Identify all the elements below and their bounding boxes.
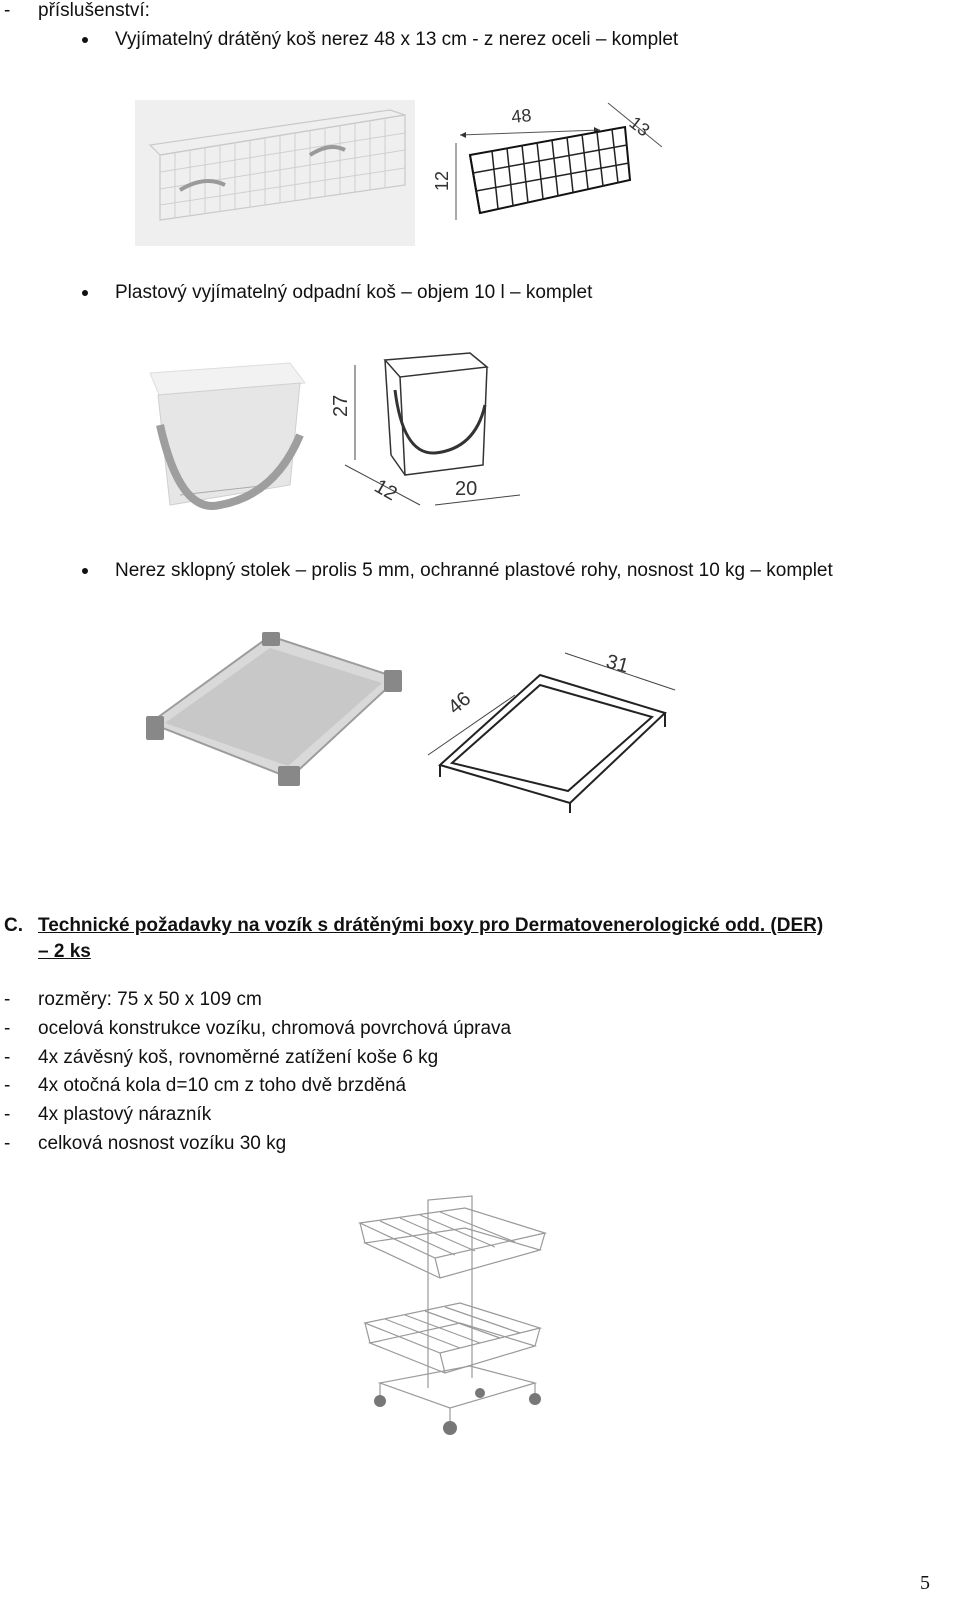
table-length-label: 46: [444, 687, 476, 719]
section-title: Technické požadavky na vozík s drátěnými boxy pro Dermatovenerologické odd. (DER): [38, 915, 824, 936]
accessories-header: příslušenství:: [38, 0, 150, 21]
bin-depth-label: 12: [370, 475, 401, 506]
list-dash: -: [4, 1133, 11, 1154]
spec-item: ocelová konstrukce vozíku, chromová povrchová úprava: [38, 1018, 512, 1039]
bullet: [82, 290, 88, 296]
section-title-qty: – 2 ks: [38, 941, 91, 962]
wire-basket-drawing: [432, 95, 680, 245]
folding-table-drawing: [420, 635, 685, 820]
spec-item: rozměry: 75 x 50 x 109 cm: [38, 989, 262, 1010]
bin-height-label: 27: [330, 394, 352, 417]
spec-item: celková nosnost vozíku 30 kg: [38, 1133, 287, 1154]
list-dash: -: [4, 1018, 11, 1039]
page-number: 5: [920, 1572, 930, 1594]
basket-depth-label: 13: [625, 112, 654, 141]
list-dash: -: [4, 989, 11, 1010]
bullet: [82, 568, 88, 574]
accessory-item-waste-bin: Plastový vyjímatelný odpadní koš – objem 10 l – komplet: [115, 282, 593, 303]
basket-length-label: 48: [510, 104, 533, 127]
list-dash: -: [4, 1075, 11, 1096]
spec-item: 4x plastový nárazník: [38, 1104, 212, 1125]
table-width-label: 31: [603, 650, 631, 678]
list-dash: -: [4, 1047, 11, 1068]
wire-trolley-photo: [340, 1188, 560, 1443]
folding-table-photo: [140, 628, 405, 788]
wire-basket-photo: [135, 100, 415, 246]
list-dash: -: [4, 1104, 11, 1125]
waste-bin-photo: [140, 335, 310, 525]
basket-height-label: 12: [432, 170, 452, 191]
accessory-item-folding-table: Nerez sklopný stolek – prolis 5 mm, ochranné plastové rohy, nosnost 10 kg – komplet: [115, 560, 833, 581]
bin-width-label: 20: [455, 478, 478, 500]
waste-bin-drawing: [325, 345, 545, 525]
spec-item: 4x otočná kola d=10 cm z toho dvě brzděná: [38, 1075, 407, 1096]
list-dash: -: [4, 0, 11, 21]
accessory-item-basket: Vyjímatelný drátěný koš nerez 48 x 13 cm - z nerez oceli – komplet: [115, 29, 679, 50]
section-label: C.: [4, 915, 23, 936]
spec-item: 4x závěsný koš, rovnoměrné zatížení koše 6 kg: [38, 1047, 439, 1068]
bullet: [82, 37, 88, 43]
